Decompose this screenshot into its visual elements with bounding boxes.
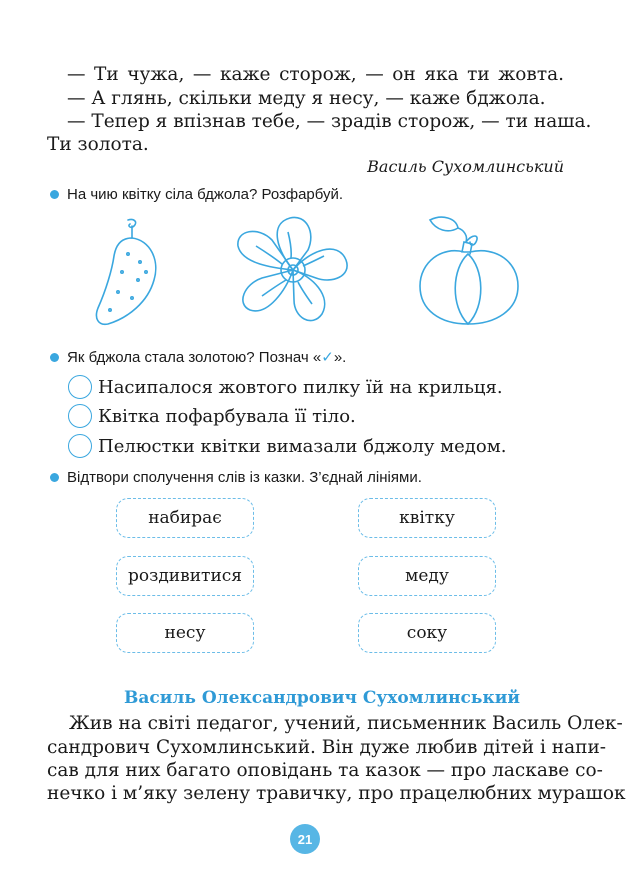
answer-option-2[interactable] bbox=[68, 404, 356, 428]
story-line-2: — А глянь, скільки меду я несу, — каже бджола. bbox=[67, 88, 546, 109]
page-number: 21 bbox=[290, 824, 320, 854]
flower-icon[interactable] bbox=[228, 212, 358, 330]
story-line-1: — Ти чужа, — каже сторож, — он яка ти жовта. bbox=[67, 64, 564, 85]
task-question-text: Як бджола стала золотою? Познач «✓». bbox=[67, 349, 347, 366]
answer-option-label: Квітка пофарбувала її тіло. bbox=[98, 405, 356, 427]
word-box-right-1[interactable]: квітку bbox=[358, 498, 496, 538]
word-box-right-3[interactable]: соку bbox=[358, 613, 496, 653]
bullet-icon bbox=[50, 473, 59, 482]
answer-option-1[interactable] bbox=[68, 375, 503, 399]
task-coloring-text: На чию квітку сіла бджола? Розфарбуй. bbox=[67, 186, 344, 203]
word-box-left-3[interactable]: несу bbox=[116, 613, 254, 653]
bio-line-3: сав для них багато оповідань та казок — про ласкаве со- bbox=[47, 760, 603, 781]
task-coloring bbox=[50, 186, 343, 203]
check-icon: ✓ bbox=[321, 349, 334, 366]
word-box-left-1[interactable]: набирає bbox=[116, 498, 254, 538]
task-question bbox=[50, 348, 346, 366]
story-author: Василь Сухомлинський bbox=[367, 157, 564, 176]
answer-checkbox[interactable] bbox=[68, 375, 92, 399]
answer-checkbox[interactable] bbox=[68, 434, 92, 458]
bio-line-2: сандрович Сухомлинський. Він дуже любив дітей і напи- bbox=[47, 737, 607, 758]
answer-option-label: Пелюстки квітки вимазали бджолу медом. bbox=[98, 435, 507, 457]
answer-checkbox[interactable] bbox=[68, 404, 92, 428]
bullet-icon bbox=[50, 353, 59, 362]
bullet-icon bbox=[50, 190, 59, 199]
answer-option-label: Насипалося жовтого пилку їй на крильця. bbox=[98, 376, 503, 398]
story-line-4: Ти золота. bbox=[47, 134, 149, 155]
bio-heading: Василь Олександрович Сухомлинський bbox=[124, 688, 520, 708]
task-match bbox=[50, 469, 422, 486]
bio-line-1: Жив на світі педагог, учений, письменник Василь Олек- bbox=[69, 713, 623, 734]
word-box-left-2[interactable]: роздивитися bbox=[116, 556, 254, 596]
pumpkin-icon[interactable] bbox=[412, 212, 524, 330]
word-box-right-2[interactable]: меду bbox=[358, 556, 496, 596]
answer-option-3[interactable] bbox=[68, 434, 506, 458]
story-line-3: — Тепер я впізнав тебе, — зрадів сторож, — ти наша. bbox=[67, 111, 592, 132]
task-match-text: Відтвори сполучення слів із казки. З’єднай лініями. bbox=[67, 469, 422, 486]
cucumber-icon[interactable] bbox=[88, 214, 168, 332]
bio-line-4: нечко і м’яку зелену травичку, про працелюбних мурашок bbox=[47, 783, 626, 804]
